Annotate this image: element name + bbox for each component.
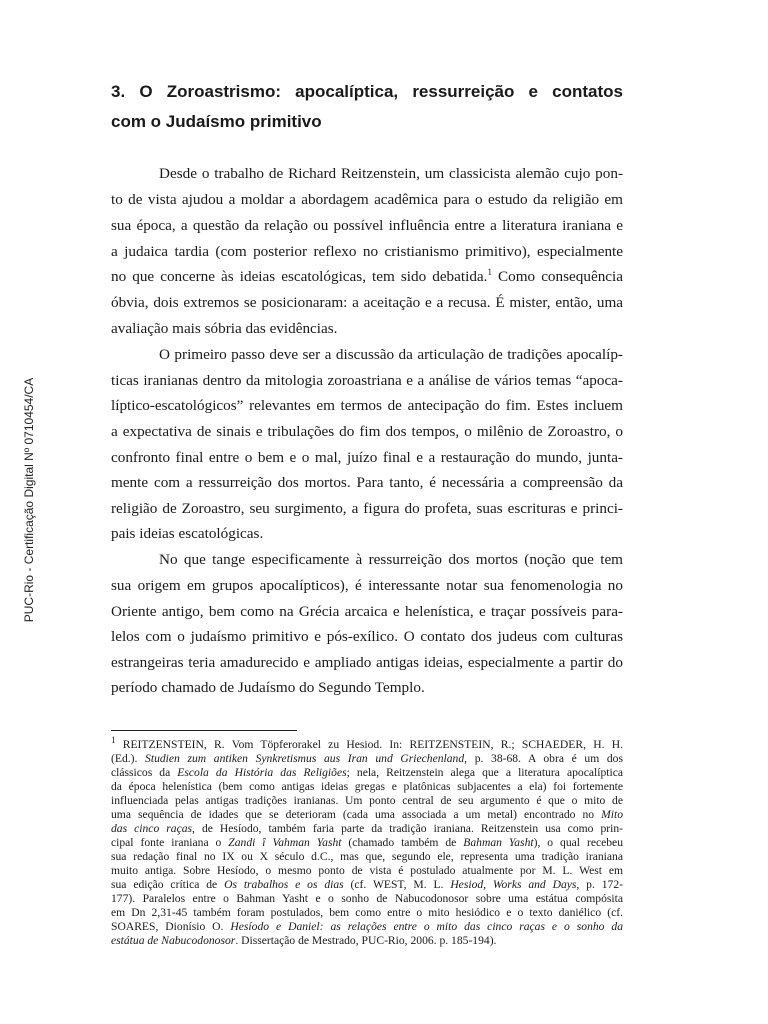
body-line: líptico-escatológicos” relevantes em termos de antecipação do fim. Estes incluem	[111, 397, 623, 414]
footnote-text: (chamado também de	[341, 836, 464, 849]
footnote-text: uma sequência de idades que se deterioram (cada uma associada a um metal) encontrado no	[111, 808, 602, 821]
footnote-line	[111, 920, 623, 934]
footnote-line	[111, 766, 623, 780]
footnote-text: , p. 38-68. A obra é um dos	[464, 752, 623, 765]
footnote-title: Hesiod, Works and Days	[450, 878, 577, 891]
section-heading	[111, 77, 623, 137]
footnote-line	[111, 735, 623, 752]
footnote-line: 177). Paralelos entre o Bahman Yasht e o sonho de Nabucodonosor sobre uma estátua compósita	[111, 892, 623, 905]
footnote-text: clássicos da	[111, 766, 178, 779]
footnote-line	[111, 878, 623, 892]
footnote-line: em Dn 2,31-45 também foram postulados, bem como entre o mito hesiódico e o texto daniélico (cf.	[111, 906, 623, 919]
section-heading-line-2: com o Judaísmo primitivo	[111, 112, 322, 131]
footnote-title: Escola da História das Religiões	[177, 766, 347, 779]
footnote-text: cipal fonte iraniana o	[111, 836, 229, 849]
body-line: O primeiro passo deve ser a discussão da articulação de tradições apocalíp-	[159, 346, 623, 363]
footnote-divider	[111, 730, 297, 731]
section-heading-line-1: 3. O Zoroastrismo: apocalíptica, ressurreição e contatos	[111, 82, 623, 101]
footnote-line: muito antiga. Sobre Hesíodo, o mesmo ponto de vista é postulado atualmente por M. L. West em	[111, 864, 623, 877]
body-line: ticas iranianas dentro da mitologia zoroastriana e a análise de vários temas “apoca-	[111, 372, 623, 389]
footnote-title: Studien zum antiken Synkretismus aus Iran und Griechenland	[145, 752, 465, 765]
body-text: no que concerne às ideias escatológicas, tem sido debatida.	[111, 268, 488, 285]
body-line: Desde o trabalho de Richard Reitzenstein, um classicista alemão cujo pon-	[159, 165, 623, 182]
footnote-text: SOARES, Dionísio O.	[111, 920, 231, 933]
footnote-text: , p. 172-	[576, 878, 623, 891]
footnote-title: Zandi î Vahman Yasht	[228, 836, 342, 849]
body-line: avaliação mais sóbria das evidências.	[111, 320, 338, 337]
body-line: estrangeiras teria amadurecido e ampliado antigas ideias, especialmente a partir do	[111, 654, 623, 671]
footnote-line	[111, 934, 623, 948]
body-line	[111, 267, 623, 287]
footnote-text: ; nela, Reitzenstein alega que a literatura apocalíptica	[346, 766, 623, 779]
body-line: pais ideias escatológicas.	[111, 525, 264, 542]
footnote-title: Mito	[601, 808, 623, 821]
footnote-line	[111, 822, 623, 836]
certification-sidebar-text: PUC-Rio - Certificação Digital Nº 0710454/CA	[22, 377, 36, 623]
body-line: mente com a ressurreição dos mortos. Para tanto, é necessária a compreensão da	[111, 474, 623, 491]
footnote-text: REITZENSTEIN, R. Vom Töpferorakel zu Hesiod. In: REITZENSTEIN, R.; SCHAEDER, H. H.	[115, 738, 623, 751]
body-line: confronto final entre o bem e o mal, juízo final e a restauração do mundo, junta-	[111, 449, 623, 466]
body-line: período chamado de Judaísmo do Segundo Templo.	[111, 679, 425, 696]
footnote-text: ), o qual recebeu	[533, 836, 623, 849]
body-line: to de vista ajudou a moldar a abordagem acadêmica para o estudo da religião em	[111, 191, 623, 208]
footnote-title: Hesíodo e Daniel: as relações entre o mito das cinco raças e o sonho da	[230, 920, 623, 933]
footnote-title: Os trabalhos e os dias	[224, 878, 344, 891]
body-line: Oriente antigo, bem como na Grécia arcaica e helenística, e traçar possíveis para-	[111, 603, 623, 620]
footnote-text: (Ed.).	[111, 752, 146, 765]
footnote-title: Bahman Yasht	[463, 836, 534, 849]
footnote-number: 1	[111, 735, 116, 746]
footnote-line: sua redação final no IX ou X século d.C., mas que, segundo ele, representa uma tradição iraniana	[111, 850, 623, 863]
footnote-title: das cinco raças	[111, 822, 193, 835]
footnote-line: da época helenística (bem como antigas ideias gregas e platônicas subjacentes a ela) foi fortemente	[111, 780, 623, 793]
body-line: lelos com o judaísmo primitivo e pós-exílico. O contato dos judeus com culturas	[111, 628, 623, 645]
footnote-text: (cf. WEST, M. L.	[343, 878, 451, 891]
footnote-line	[111, 836, 623, 850]
footnote-line	[111, 752, 623, 766]
footnote-text: sua edição crítica de	[111, 878, 225, 891]
body-line: No que tange especificamente à ressurreição dos mortos (noção que tem	[159, 551, 623, 568]
body-line: a expectativa de sinais e tribulações do fim dos tempos, o milênio de Zoroastro, o	[111, 423, 623, 440]
footnote-text: , de Hesíodo, também faria parte da tradição iraniana. Reitzenstein usa como prin-	[192, 822, 623, 835]
body-text: Como consequência	[491, 268, 623, 285]
footnote-title: estátua de Nabucodonosor	[111, 934, 236, 947]
body-line: religião de Zoroastro, seu surgimento, a figura do profeta, suas escrituras e princi-	[111, 500, 623, 517]
body-line: óbvia, dois extremos se posicionaram: a aceitação e a recusa. É mister, então, uma	[111, 294, 623, 311]
footnote-line	[111, 808, 623, 822]
body-line: sua época, a questão da relação ou possível influência entre a literatura iraniana e	[111, 217, 623, 234]
footnote-text: . Dissertação de Mestrado, PUC-Rio, 2006. p. 185-194).	[235, 934, 497, 947]
footnote-reference[interactable]: 1	[487, 266, 492, 277]
body-line: sua origem em grupos apocalípticos), é interessante notar sua fenomenologia no	[111, 577, 623, 594]
body-line: a judaica tardia (com posterior reflexo no cristianismo primitivo), especialmente	[111, 243, 623, 260]
footnote-line: influenciada pelas antigas tradições iranianas. Um ponto central de seu argumento é que o mito de	[111, 794, 623, 807]
